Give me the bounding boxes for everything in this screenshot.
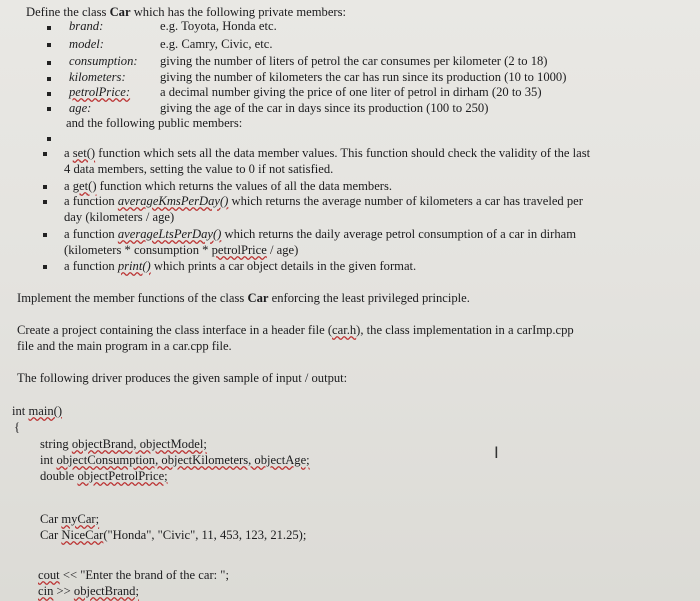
code-line — [40, 453, 310, 468]
text: a function — [64, 227, 118, 241]
petrolprice-word: petrolPrice — [211, 243, 267, 257]
text: objectPetrolPrice; — [77, 469, 168, 483]
fn-avgltrs: averageLtsPerDay() — [117, 227, 222, 241]
public-member-avgkms-l2: day (kilometers / age) — [64, 210, 175, 224]
bullet — [43, 233, 47, 237]
text-cursor-icon: I — [494, 443, 499, 462]
text: ("Honda", "Civic", 11, 453, 123, 21.25); — [103, 528, 307, 542]
public-intro: and the following public members: — [66, 116, 243, 130]
text: myCar; — [61, 512, 100, 526]
para-create-l1 — [17, 323, 574, 338]
code-line — [38, 568, 229, 583]
code-line — [40, 528, 306, 543]
text: Create a project containing the class interface in a header file ( — [17, 323, 333, 337]
member-desc: a decimal number giving the price of one liter of petrol in dirham (20 to 35) — [160, 85, 542, 99]
member-desc: giving the age of the car in days since its production (100 to 250) — [160, 101, 489, 115]
text: which prints a car object details in the given format. — [150, 259, 417, 273]
intro-suffix: which has the following private members: — [130, 5, 347, 19]
fn-set: set() — [72, 146, 96, 160]
member-name: model: — [69, 37, 104, 51]
text: objectConsumption, objectKilometers, objectAge; — [56, 453, 310, 467]
para-driver: The following driver produces the given sample of input / output: — [17, 371, 348, 385]
member-name: brand: — [69, 19, 104, 33]
text: a — [64, 146, 73, 160]
member-desc: giving the number of liters of petrol the car consumes per kilometer (2 to 18) — [160, 54, 548, 68]
text: which returns the average number of kilometers a car has traveled per — [228, 194, 583, 208]
code-line — [40, 437, 207, 452]
bullet — [43, 265, 47, 269]
text: double — [40, 469, 78, 483]
text: >> — [53, 584, 74, 598]
bullet — [47, 77, 51, 81]
code-line — [38, 584, 139, 599]
text: ), the class implementation in a carImp.cpp — [356, 323, 574, 337]
public-member-print — [64, 259, 416, 274]
text: a function — [64, 194, 118, 208]
text: Car — [40, 512, 62, 526]
text: (kilometers * consumption * — [64, 243, 212, 257]
text: Car — [40, 528, 62, 542]
text: a — [64, 179, 73, 193]
text: int — [40, 453, 57, 467]
member-desc: e.g. Camry, Civic, etc. — [160, 37, 273, 51]
text: which returns the daily average petrol consumption of a car in dirham — [221, 227, 576, 241]
main-fn: main() — [28, 404, 63, 418]
bullet — [47, 137, 51, 141]
text: a function — [64, 259, 118, 273]
fn-print: print() — [117, 259, 151, 273]
intro-prefix: Define the class — [26, 5, 110, 19]
text: function which sets all the data member values. This function should check the validity of the last — [95, 146, 591, 160]
code-line — [40, 512, 99, 527]
bullet — [43, 185, 47, 189]
text: cout — [38, 568, 60, 582]
public-member-set — [64, 146, 590, 161]
text: << "Enter the brand of the car: "; — [59, 568, 229, 582]
text: int — [12, 404, 29, 418]
bullet — [47, 107, 51, 111]
code-main — [12, 404, 62, 419]
text: objectBrand; — [73, 584, 139, 598]
text: NiceCar — [61, 528, 104, 542]
bullet — [43, 200, 47, 204]
fn-get: get() — [72, 179, 97, 193]
text: objectBrand, objectModel; — [71, 437, 207, 451]
member-name: kilometers: — [69, 70, 126, 84]
member-desc: e.g. Toyota, Honda etc. — [160, 19, 277, 33]
text: function which returns the values of all the data members. — [96, 179, 393, 193]
text: Implement the member functions of the class — [17, 291, 248, 305]
bullet — [47, 92, 51, 96]
text: enforcing the least privileged principle. — [268, 291, 470, 305]
member-name: consumption: — [69, 54, 138, 68]
bullet — [47, 61, 51, 65]
para-create-l2: file and the main program in a car.cpp file. — [17, 339, 232, 353]
bullet — [43, 152, 47, 156]
member-desc: giving the number of kilometers the car has run since its production (10 to 1000) — [160, 70, 567, 84]
text: / age) — [266, 243, 299, 257]
code-line — [40, 469, 168, 484]
member-name: petrolPrice: — [69, 85, 131, 99]
code-brace: { — [14, 420, 21, 434]
para-implement — [17, 291, 470, 306]
public-member-avgltrs — [64, 227, 576, 242]
bullet — [47, 43, 51, 47]
intro-line — [26, 5, 346, 20]
member-name: age: — [69, 101, 92, 115]
public-member-avgltrs-l2 — [64, 243, 298, 258]
text: cin — [38, 584, 54, 598]
fn-avgkms: averageKmsPerDay() — [117, 194, 229, 208]
text: string — [40, 437, 72, 451]
public-member-set-l2: 4 data members, setting the value to 0 if not satisfied. — [64, 162, 334, 176]
bullet — [47, 26, 51, 30]
public-member-get — [64, 179, 392, 194]
class-name: Car — [247, 291, 269, 305]
header-file-name: car.h — [332, 323, 357, 337]
public-member-avgkms — [64, 194, 583, 209]
intro-class-name: Car — [109, 5, 131, 19]
